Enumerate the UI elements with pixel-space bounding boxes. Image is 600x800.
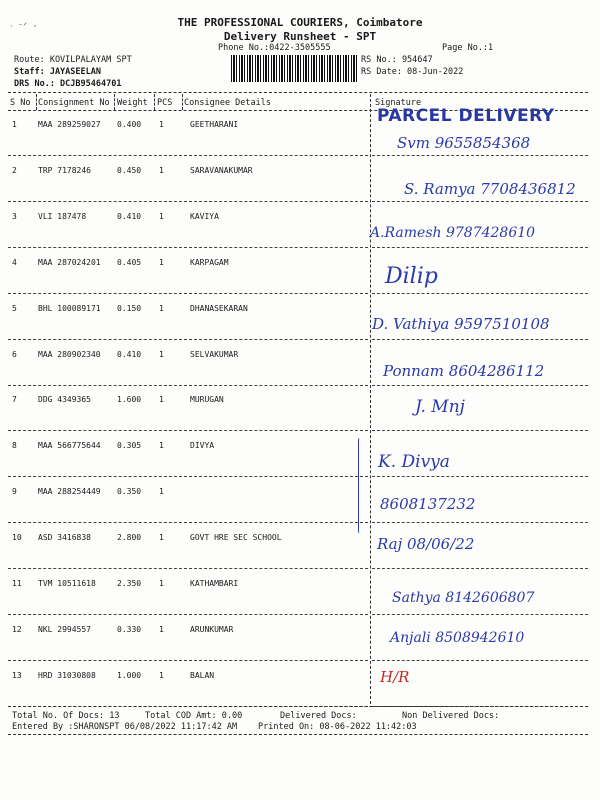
row-sno: 9 [12,487,17,497]
row-separator [8,155,368,156]
row-separator [8,660,368,661]
row-consignment-no: MAA 280902340 [38,349,101,359]
row-consignee: KAVIYA [190,211,219,221]
signature-divider [370,94,371,704]
row-consignment-no: MAA 287024201 [38,257,101,267]
parcel-delivery-stamp: PARCEL DELIVERY [377,106,555,126]
signature-12: Anjali 8508942610 [390,630,525,646]
signature-row-separator [372,430,588,431]
signature-11: Sathya 8142606807 [392,590,535,606]
row-pcs: 1 [159,487,164,497]
col-weight: Weight [117,98,148,108]
row-consignment-no: MAA 288254449 [38,487,101,497]
row-consignment-no: TVM 10511618 [38,579,96,588]
row-sno: 8 [12,441,17,451]
header-top-rule [8,92,588,93]
row-separator [8,568,368,569]
bracket-mark [358,438,362,533]
row-separator [8,522,368,523]
signature-3: A.Ramesh 9787428610 [370,225,536,241]
col-divider [182,94,183,110]
row-sno: 6 [12,349,17,359]
row-pcs: 1 [159,120,164,129]
non-delivered-docs: Non Delivered Docs: [402,711,500,721]
row-sno: 5 [12,303,17,313]
row-pcs: 1 [159,165,164,175]
signature-8: K. Divya [378,452,450,472]
col-divider [36,94,37,110]
row-pcs: 1 [159,349,164,359]
row-sno: 12 [12,624,22,634]
row-consignment-no: NKL 2994557 [38,624,91,634]
company-name: THE PROFESSIONAL COURIERS, Coimbatore [177,16,423,29]
footer-rule [8,706,588,707]
barcode [231,55,357,82]
delivered-docs: Delivered Docs: [280,711,357,721]
row-separator [8,614,368,615]
col-divider [154,94,155,110]
drs-number: DRS No.: DCJB95464701 [14,79,122,89]
signature-row-separator [372,476,588,477]
row-weight: 0.410 [117,349,142,359]
row-sno: 4 [12,257,17,267]
row-weight: 0.450 [117,165,142,175]
signature-6: Ponnam 8604286112 [383,362,545,380]
signature-row-separator [372,339,588,340]
row-separator [8,201,368,202]
row-pcs: 1 [159,579,164,588]
phone-number: Phone No.:0422-3505555 [218,43,331,53]
row-weight: 0.330 [117,624,142,634]
printed-on: Printed On: 08-06-2022 11:42:03 [258,722,417,732]
signature-row-separator [372,385,588,386]
row-weight: 1.000 [117,670,142,680]
row-consignment-no: DDG 4349365 [38,395,91,405]
row-pcs: 1 [159,303,164,313]
row-sno: 1 [12,120,17,129]
row-weight: 2.800 [117,533,142,543]
row-consignment-no: VLI 187478 [38,211,87,221]
row-separator [8,293,368,294]
row-pcs: 1 [159,257,164,267]
rs-number: RS No.: 954647 [361,55,433,65]
row-pcs: 1 [159,533,164,543]
col-signature: Signature [375,98,422,108]
row-separator [8,430,368,431]
row-pcs: 1 [159,395,164,405]
signature-row-separator [372,568,588,569]
row-weight: 0.150 [117,303,142,313]
row-consignee: KARPAGAM [190,257,229,267]
signature-row-separator [372,660,588,661]
signature-row-separator [372,522,588,523]
col-consignee: Consignee Details [184,98,271,108]
row-separator [8,385,368,386]
row-consignment-no: TRP 7178246 [38,165,91,175]
route: Route: KOVILPALAYAM SPT [14,55,132,65]
row-weight: 0.350 [117,487,142,497]
row-separator [8,247,368,248]
col-sno: S No [10,98,31,108]
signature-row-separator [372,247,588,248]
row-consignment-no: MAA 566775644 [38,441,101,451]
signature-row-separator [372,201,588,202]
row-pcs: 1 [159,624,164,634]
row-consignee: MURUGAN [190,395,224,405]
signature-9: 8608137232 [380,495,476,513]
row-weight: 0.405 [117,257,142,267]
scribble-mark: ᐧ ⁻ᐟ · [10,22,38,32]
row-pcs: 1 [159,670,164,680]
signature-5: D. Vathiya 9597510108 [372,315,550,333]
total-cod: Total COD Amt: 0.00 [145,711,243,721]
signature-row-separator [372,293,588,294]
signature-2: S. Ramya 7708436812 [404,180,576,198]
row-consignee: DIVYA [190,441,215,451]
row-consignee: GEETHARANI [190,120,239,129]
row-consignee: SELVAKUMAR [190,349,239,359]
signature-1: Svm 9655854368 [397,134,531,152]
signature-row-separator [372,155,588,156]
total-docs: Total No. Of Docs: 13 [12,711,120,721]
rs-date: RS Date: 08-Jun-2022 [361,67,464,77]
row-consignment-no: BHL 100089171 [38,303,101,313]
row-sno: 13 [12,670,22,680]
staff: Staff: JAYASEELAN [14,67,101,77]
col-pcs: PCS [157,98,173,108]
row-weight: 2.350 [117,579,142,588]
signature-4: Dilip [385,264,438,289]
row-separator [8,339,368,340]
row-consignment-no: HRD 31030808 [38,670,96,680]
signature-7: J. Mnj [415,397,465,417]
row-consignee: SARAVANAKUMAR [190,165,253,175]
row-consignee: ARUNKUMAR [190,624,234,634]
row-sno: 7 [12,395,17,405]
col-consignment: Consignment No [38,98,110,108]
row-sno: 2 [12,165,17,175]
document-title: Delivery Runsheet - SPT [223,30,377,43]
row-sno: 11 [12,579,22,588]
row-weight: 0.400 [117,120,142,129]
row-pcs: 1 [159,441,164,451]
row-weight: 0.305 [117,441,142,451]
row-consignee: DHANASEKARAN [190,303,248,313]
row-consignee: GOVT HRE SEC SCHOOL [190,533,282,543]
row-pcs: 1 [159,211,164,221]
row-consignment-no: ASD 3416838 [38,533,91,543]
row-consignee: KATHAMBARI [190,579,239,588]
row-sno: 3 [12,211,17,221]
entered-by: Entered By :SHARONSPT 06/08/2022 11:17:42 AM [12,722,238,732]
row-sno: 10 [12,533,22,543]
row-separator [8,476,368,477]
row-weight: 0.410 [117,211,142,221]
footer-bottom-rule [8,734,588,735]
signature-row-separator [372,614,588,615]
row-weight: 1.600 [117,395,142,405]
col-divider [114,94,115,110]
row-consignment-no: MAA 289259027 [38,120,101,129]
signature-13: H/R [380,668,410,686]
page-number: Page No.:1 [442,43,494,53]
signature-10: Raj 08/06/22 [377,535,475,553]
row-consignee: BALAN [190,670,215,680]
